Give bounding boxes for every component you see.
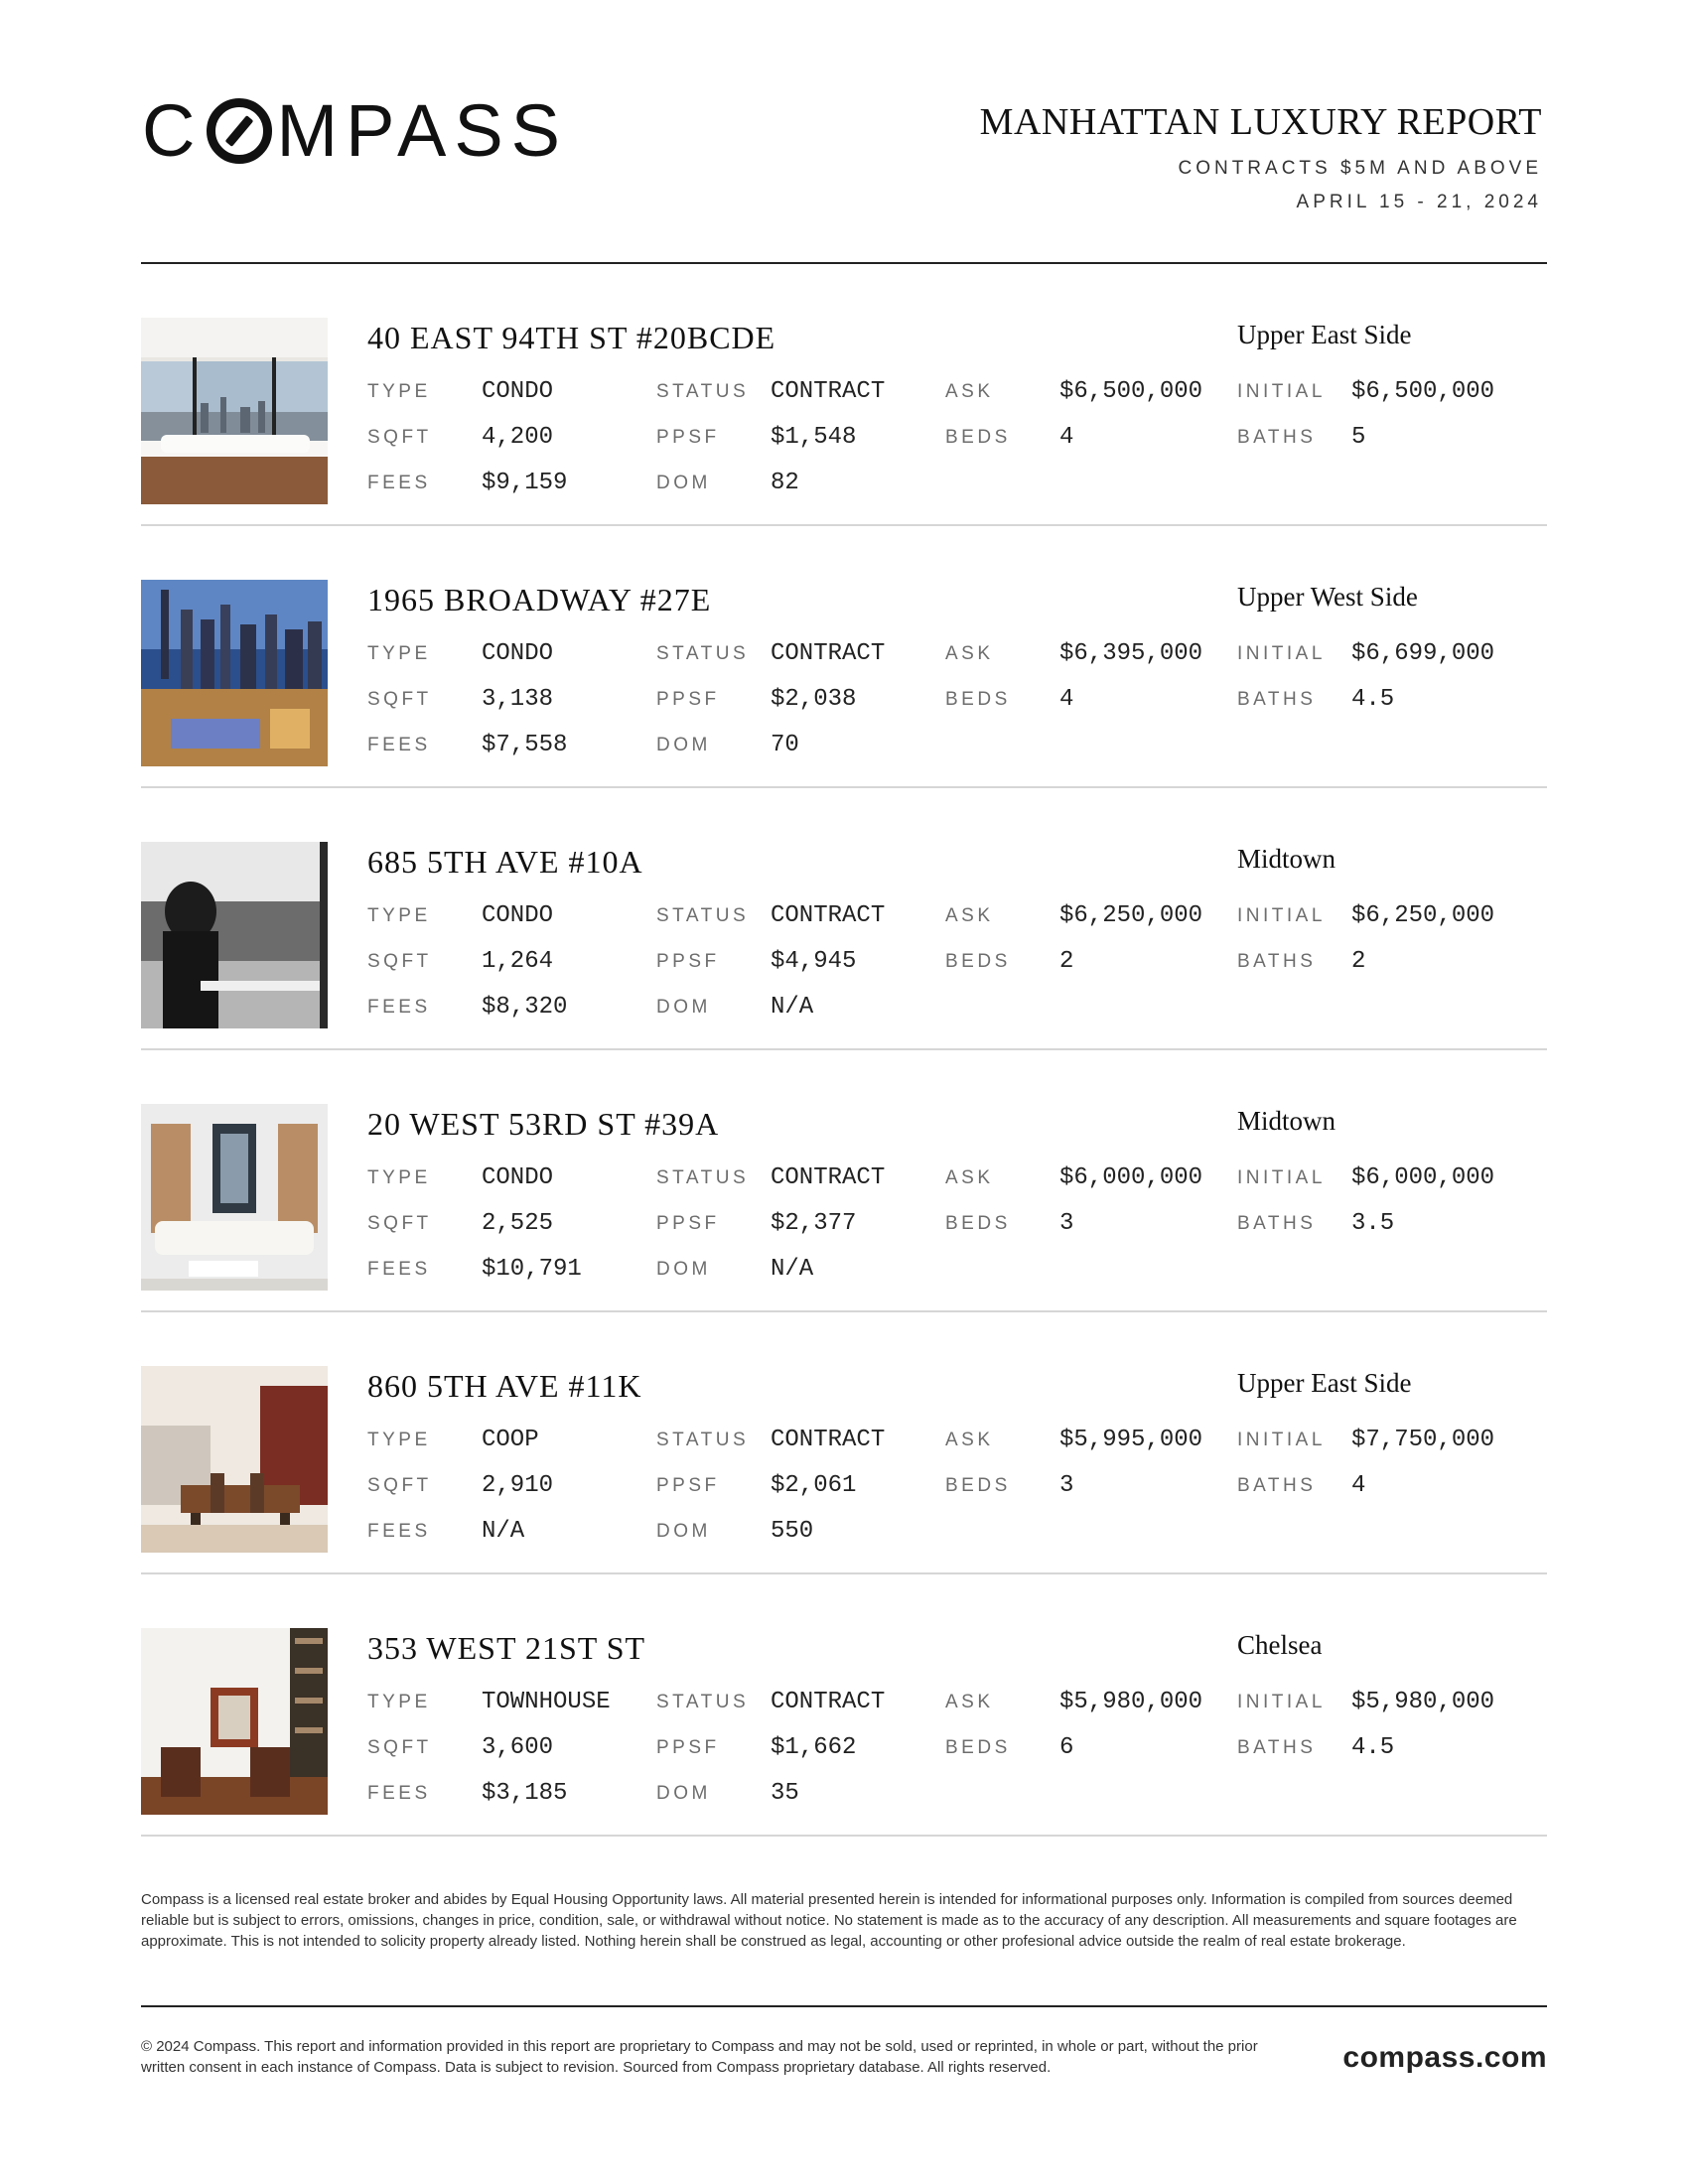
- field-label-dom: DOM: [656, 473, 711, 493]
- logo-rest: MPASS: [276, 89, 569, 172]
- field-value-status: CONTRACT: [771, 378, 886, 405]
- field-value-baths: 5: [1351, 424, 1366, 451]
- field-value-ask: $5,980,000: [1059, 1689, 1203, 1715]
- listing-address: 860 5TH AVE #11K: [367, 1368, 642, 1404]
- field-value-ask: $6,395,000: [1059, 640, 1203, 667]
- field-value-fees: $10,791: [482, 1256, 582, 1283]
- field-label-beds: BEDS: [945, 1737, 1011, 1758]
- listing-neighborhood: Upper East Side: [1237, 1368, 1412, 1398]
- field-value-dom: 550: [771, 1518, 814, 1545]
- field-label-ask: ASK: [945, 381, 994, 402]
- field-value-ppsf: $1,548: [771, 424, 857, 451]
- report-date-range: APRIL 15 - 21, 2024: [1296, 192, 1542, 212]
- field-label-initial: INITIAL: [1237, 643, 1326, 664]
- field-value-dom: 35: [771, 1780, 799, 1807]
- field-value-baths: 4.5: [1351, 1734, 1395, 1761]
- report-subtitle: CONTRACTS $5M AND ABOVE: [1178, 158, 1542, 179]
- field-label-baths: BATHS: [1237, 427, 1317, 448]
- logo-c: C: [142, 89, 204, 172]
- field-label-status: STATUS: [656, 905, 750, 926]
- field-label-type: TYPE: [367, 1167, 431, 1188]
- field-value-fees: $9,159: [482, 470, 568, 496]
- field-label-fees: FEES: [367, 997, 431, 1018]
- report-title: MANHATTAN LUXURY REPORT: [979, 101, 1542, 143]
- listing-photo: [141, 580, 328, 766]
- field-value-dom: 82: [771, 470, 799, 496]
- field-value-ppsf: $4,945: [771, 948, 857, 975]
- listing-row: [141, 526, 1547, 788]
- listing-neighborhood: Midtown: [1237, 1106, 1336, 1136]
- listing-photo: [141, 318, 328, 504]
- field-value-sqft: 2,525: [482, 1210, 554, 1237]
- field-value-fees: $3,185: [482, 1780, 568, 1807]
- field-label-ppsf: PPSF: [656, 1213, 720, 1234]
- field-value-fees: $8,320: [482, 994, 568, 1021]
- field-value-status: CONTRACT: [771, 1164, 886, 1191]
- listing-address: 685 5TH AVE #10A: [367, 844, 643, 880]
- field-value-sqft: 1,264: [482, 948, 554, 975]
- field-value-initial: $6,699,000: [1351, 640, 1495, 667]
- field-label-ppsf: PPSF: [656, 1737, 720, 1758]
- field-label-baths: BATHS: [1237, 951, 1317, 972]
- field-label-type: TYPE: [367, 643, 431, 664]
- field-label-type: TYPE: [367, 1692, 431, 1712]
- listing-neighborhood: Midtown: [1237, 844, 1336, 874]
- field-label-initial: INITIAL: [1237, 1692, 1326, 1712]
- field-label-sqft: SQFT: [367, 427, 432, 448]
- field-label-sqft: SQFT: [367, 1213, 432, 1234]
- field-value-type: CONDO: [482, 1164, 554, 1191]
- field-label-fees: FEES: [367, 1259, 431, 1280]
- listing-address: 353 WEST 21ST ST: [367, 1630, 646, 1666]
- field-value-beds: 2: [1059, 948, 1074, 975]
- field-value-beds: 3: [1059, 1472, 1074, 1499]
- field-value-beds: 6: [1059, 1734, 1074, 1761]
- field-label-ppsf: PPSF: [656, 689, 720, 710]
- copyright-text: © 2024 Compass. This report and information provided in this report are proprietary to Compass and may not be sold, used or reprinted, in whole or part, without the prior written consent in each instance of Compass. Data is subject to revision. Sourced from Compass proprietary database. All rights reserved.: [141, 2038, 1258, 2076]
- field-label-beds: BEDS: [945, 1213, 1011, 1234]
- field-value-ask: $6,500,000: [1059, 378, 1203, 405]
- field-value-type: CONDO: [482, 640, 554, 667]
- field-value-ppsf: $2,038: [771, 686, 857, 713]
- field-value-ask: $5,995,000: [1059, 1427, 1203, 1453]
- field-label-fees: FEES: [367, 1783, 431, 1804]
- field-label-status: STATUS: [656, 643, 750, 664]
- website-link[interactable]: compass.com: [1342, 2041, 1547, 2074]
- field-value-sqft: 3,138: [482, 686, 554, 713]
- field-label-ask: ASK: [945, 1167, 994, 1188]
- field-label-fees: FEES: [367, 473, 431, 493]
- listing-divider: [141, 1835, 1547, 1837]
- field-label-dom: DOM: [656, 735, 711, 755]
- listing-row: [141, 1312, 1547, 1574]
- field-label-initial: INITIAL: [1237, 1430, 1326, 1450]
- field-label-beds: BEDS: [945, 1475, 1011, 1496]
- field-value-sqft: 3,600: [482, 1734, 554, 1761]
- compass-logo: [142, 89, 569, 172]
- field-label-fees: FEES: [367, 735, 431, 755]
- field-value-fees: N/A: [482, 1518, 525, 1545]
- field-value-baths: 2: [1351, 948, 1366, 975]
- listing-row: [141, 788, 1547, 1050]
- field-value-type: CONDO: [482, 378, 554, 405]
- field-label-initial: INITIAL: [1237, 1167, 1326, 1188]
- field-label-dom: DOM: [656, 1259, 711, 1280]
- field-value-initial: $7,750,000: [1351, 1427, 1495, 1453]
- field-label-ppsf: PPSF: [656, 951, 720, 972]
- field-label-dom: DOM: [656, 1521, 711, 1542]
- field-value-initial: $5,980,000: [1351, 1689, 1495, 1715]
- field-label-status: STATUS: [656, 1167, 750, 1188]
- field-value-baths: 4: [1351, 1472, 1366, 1499]
- field-value-baths: 3.5: [1351, 1210, 1395, 1237]
- field-label-sqft: SQFT: [367, 951, 432, 972]
- listing-neighborhood: Upper West Side: [1237, 582, 1418, 612]
- field-label-beds: BEDS: [945, 427, 1011, 448]
- disclaimer-text: Compass is a licensed real estate broker and abides by Equal Housing Opportunity laws. All material presented herein is intended for informational purposes only. Information is compiled from sources deemed reliable but is subject to errors, omissions, changes in price, condition, sale, or withdrawal without notice. No statement is made as to the accuracy of any description. All measurements and square footages are approximate. This is not intended to solicity property already listed. Nothing herein shall be construed as legal, accounting or other profesional advice outside the realm of real estate brokerage.: [141, 1891, 1517, 1950]
- field-value-initial: $6,250,000: [1351, 902, 1495, 929]
- field-value-ppsf: $2,061: [771, 1472, 857, 1499]
- field-value-status: CONTRACT: [771, 1427, 886, 1453]
- listing-neighborhood: Chelsea: [1237, 1630, 1323, 1660]
- field-label-status: STATUS: [656, 1430, 750, 1450]
- field-value-beds: 4: [1059, 686, 1074, 713]
- field-value-baths: 4.5: [1351, 686, 1395, 713]
- field-label-dom: DOM: [656, 997, 711, 1018]
- field-label-type: TYPE: [367, 1430, 431, 1450]
- listing-photo: [141, 1104, 328, 1291]
- field-label-baths: BATHS: [1237, 1475, 1317, 1496]
- field-value-sqft: 4,200: [482, 424, 554, 451]
- field-value-fees: $7,558: [482, 732, 568, 758]
- field-value-beds: 4: [1059, 424, 1074, 451]
- field-label-ask: ASK: [945, 1692, 994, 1712]
- field-value-ask: $6,000,000: [1059, 1164, 1203, 1191]
- field-value-sqft: 2,910: [482, 1472, 554, 1499]
- field-label-ask: ASK: [945, 905, 994, 926]
- listing-photo: [141, 842, 328, 1028]
- field-label-ask: ASK: [945, 1430, 994, 1450]
- field-value-type: CONDO: [482, 902, 554, 929]
- field-value-ask: $6,250,000: [1059, 902, 1203, 929]
- listing-address: 1965 BROADWAY #27E: [367, 582, 712, 617]
- field-label-initial: INITIAL: [1237, 905, 1326, 926]
- compass-logo-o-icon: [207, 98, 272, 164]
- field-label-type: TYPE: [367, 905, 431, 926]
- field-label-baths: BATHS: [1237, 1213, 1317, 1234]
- listing-row: [141, 1050, 1547, 1312]
- field-value-type: TOWNHOUSE: [482, 1689, 611, 1715]
- field-value-ppsf: $2,377: [771, 1210, 857, 1237]
- field-label-sqft: SQFT: [367, 1475, 432, 1496]
- field-label-beds: BEDS: [945, 689, 1011, 710]
- field-label-baths: BATHS: [1237, 1737, 1317, 1758]
- field-value-status: CONTRACT: [771, 1689, 886, 1715]
- field-label-sqft: SQFT: [367, 1737, 432, 1758]
- field-value-status: CONTRACT: [771, 640, 886, 667]
- field-value-status: CONTRACT: [771, 902, 886, 929]
- listing-row: [141, 264, 1547, 526]
- listing-photo: [141, 1366, 328, 1553]
- listing-address: 40 EAST 94TH ST #20BCDE: [367, 320, 776, 355]
- field-label-sqft: SQFT: [367, 689, 432, 710]
- listing-neighborhood: Upper East Side: [1237, 320, 1412, 349]
- field-label-status: STATUS: [656, 1692, 750, 1712]
- field-label-status: STATUS: [656, 381, 750, 402]
- field-value-initial: $6,500,000: [1351, 378, 1495, 405]
- field-value-initial: $6,000,000: [1351, 1164, 1495, 1191]
- field-label-baths: BATHS: [1237, 689, 1317, 710]
- field-value-dom: 70: [771, 732, 799, 758]
- field-label-initial: INITIAL: [1237, 381, 1326, 402]
- field-value-dom: N/A: [771, 1256, 814, 1283]
- field-label-ask: ASK: [945, 643, 994, 664]
- footer-divider: [141, 2005, 1547, 2007]
- field-label-dom: DOM: [656, 1783, 711, 1804]
- field-value-dom: N/A: [771, 994, 814, 1021]
- field-value-beds: 3: [1059, 1210, 1074, 1237]
- listing-photo: [141, 1628, 328, 1815]
- field-label-type: TYPE: [367, 381, 431, 402]
- listing-row: [141, 1574, 1547, 1837]
- field-label-ppsf: PPSF: [656, 1475, 720, 1496]
- listing-address: 20 WEST 53RD ST #39A: [367, 1106, 720, 1142]
- field-label-fees: FEES: [367, 1521, 431, 1542]
- field-label-ppsf: PPSF: [656, 427, 720, 448]
- field-value-ppsf: $1,662: [771, 1734, 857, 1761]
- field-value-type: COOP: [482, 1427, 539, 1453]
- field-label-beds: BEDS: [945, 951, 1011, 972]
- report-header: [980, 100, 1542, 213]
